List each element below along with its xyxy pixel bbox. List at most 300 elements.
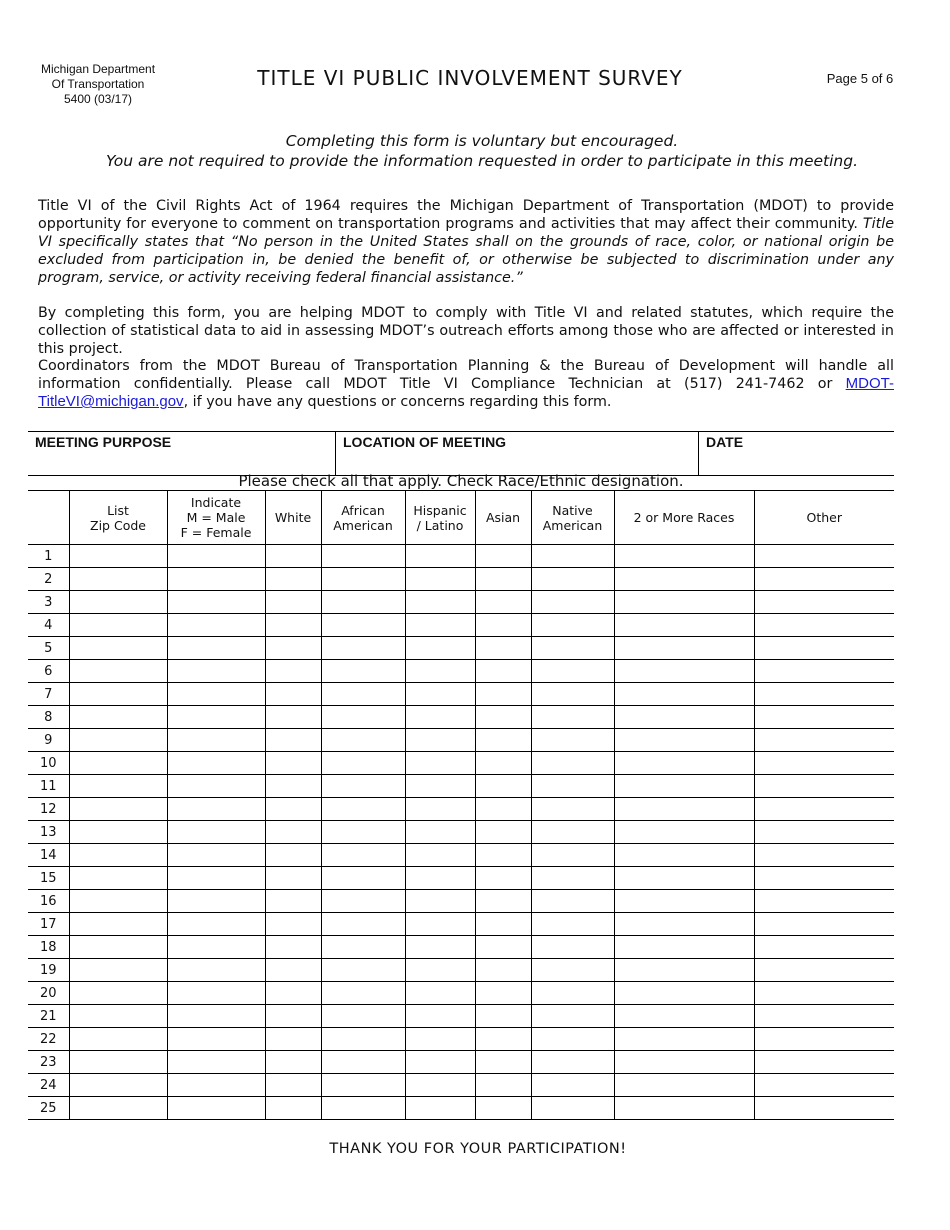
gender-cell[interactable] [167,959,265,982]
other-cell[interactable] [754,752,894,775]
native-american-cell[interactable] [531,545,614,568]
white-cell[interactable] [265,568,321,591]
white-cell[interactable] [265,660,321,683]
white-cell[interactable] [265,729,321,752]
african-american-cell[interactable] [321,752,405,775]
asian-cell[interactable] [475,660,531,683]
table-row [28,890,894,913]
gender-cell[interactable] [167,683,265,706]
asian-cell[interactable] [475,683,531,706]
hispanic-latino-cell[interactable] [405,913,475,936]
gender-cell[interactable] [167,752,265,775]
white-cell[interactable] [265,913,321,936]
meeting-purpose-field[interactable] [28,432,336,476]
hispanic-latino-cell[interactable] [405,844,475,867]
two-or-more-races-cell[interactable] [614,591,754,614]
african-american-cell[interactable] [321,844,405,867]
title-vi-paragraph [38,197,894,287]
table-row [28,729,894,752]
other-cell[interactable] [754,890,894,913]
row-number: 1 [28,545,69,568]
zip-code-cell[interactable] [69,1097,167,1120]
gender-cell[interactable] [167,821,265,844]
row-number: 12 [28,798,69,821]
white-cell[interactable] [265,752,321,775]
white-cell[interactable] [265,867,321,890]
gender-cell[interactable] [167,890,265,913]
gender-header-line2: M = Male [186,510,246,525]
asian-cell[interactable] [475,1051,531,1074]
zip-code-cell[interactable] [69,913,167,936]
african-american-cell[interactable] [321,1005,405,1028]
two-or-more-races-cell[interactable] [614,614,754,637]
hispanic-latino-cell[interactable] [405,1028,475,1051]
gender-cell[interactable] [167,1051,265,1074]
two-or-more-races-cell[interactable] [614,982,754,1005]
other-cell[interactable] [754,568,894,591]
asian-cell[interactable] [475,1005,531,1028]
other-cell[interactable] [754,1028,894,1051]
hispanic-latino-cell[interactable] [405,706,475,729]
row-number: 10 [28,752,69,775]
other-cell[interactable] [754,637,894,660]
table-row [28,936,894,959]
african-american-cell[interactable] [321,913,405,936]
native-american-cell[interactable] [531,637,614,660]
gender-header [167,491,265,545]
zip-code-cell[interactable] [69,752,167,775]
african-american-cell[interactable] [321,890,405,913]
gender-header-line1: Indicate [190,495,242,510]
hispanic-latino-cell[interactable] [405,1097,475,1120]
table-row [28,1074,894,1097]
zip-code-cell[interactable] [69,660,167,683]
row-number: 2 [28,568,69,591]
page-number: Page 5 of 6 [826,71,894,86]
hispanic-latino-cell[interactable] [405,936,475,959]
african-american-cell[interactable] [321,568,405,591]
asian-cell[interactable] [475,775,531,798]
meeting-location-label: LOCATION OF MEETING [343,434,507,450]
hispanic-latino-header [405,491,475,545]
two-or-more-races-cell[interactable] [614,913,754,936]
african-american-cell[interactable] [321,729,405,752]
form-number: 5400 (03/17) [63,92,133,106]
other-cell[interactable] [754,729,894,752]
african-american-cell[interactable] [321,798,405,821]
hispanic-latino-cell[interactable] [405,614,475,637]
hispanic-latino-cell[interactable] [405,798,475,821]
white-cell[interactable] [265,890,321,913]
contact-text-end: , if you have any questions or concerns regarding this form. [183,394,612,410]
asian-cell[interactable] [475,568,531,591]
zip-code-cell[interactable] [69,890,167,913]
african-american-cell[interactable] [321,1051,405,1074]
zip-code-cell[interactable] [69,1074,167,1097]
gender-cell[interactable] [167,591,265,614]
hispanic-latino-cell[interactable] [405,775,475,798]
white-cell[interactable] [265,614,321,637]
native-american-cell[interactable] [531,890,614,913]
gender-cell[interactable] [167,1097,265,1120]
row-number: 7 [28,683,69,706]
native-american-cell[interactable] [531,1028,614,1051]
native-american-cell[interactable] [531,959,614,982]
two-or-more-races-cell[interactable] [614,959,754,982]
other-cell[interactable] [754,591,894,614]
other-cell[interactable] [754,545,894,568]
asian-cell[interactable] [475,752,531,775]
other-header: Other [754,491,894,545]
other-cell[interactable] [754,821,894,844]
zip-code-cell[interactable] [69,568,167,591]
zip-code-cell[interactable] [69,614,167,637]
other-cell[interactable] [754,844,894,867]
meeting-date-field[interactable] [699,432,895,476]
african-american-cell[interactable] [321,545,405,568]
row-number: 9 [28,729,69,752]
native-american-cell[interactable] [531,660,614,683]
native-american-cell[interactable] [531,775,614,798]
table-row [28,660,894,683]
row-number: 3 [28,591,69,614]
white-cell[interactable] [265,821,321,844]
native-american-cell[interactable] [531,913,614,936]
native-header-line2: American [542,517,603,533]
other-cell[interactable] [754,683,894,706]
native-american-cell[interactable] [531,591,614,614]
african-american-cell[interactable] [321,1074,405,1097]
native-american-cell[interactable] [531,821,614,844]
native-american-cell[interactable] [531,936,614,959]
hispanic-latino-cell[interactable] [405,821,475,844]
agency-block [28,62,168,107]
table-row [28,568,894,591]
gender-cell[interactable] [167,867,265,890]
zip-header-line2: Zip Code [90,517,146,533]
page-title: TITLE VI PUBLIC INVOLVEMENT SURVEY [257,66,683,90]
table-row [28,821,894,844]
white-cell[interactable] [265,798,321,821]
two-or-more-races-cell[interactable] [614,545,754,568]
native-american-cell[interactable] [531,614,614,637]
gender-cell[interactable] [167,660,265,683]
gender-cell[interactable] [167,729,265,752]
meeting-date-label: DATE [706,434,744,450]
zip-code-cell[interactable] [69,1051,167,1074]
other-cell[interactable] [754,1051,894,1074]
table-header-row [28,491,894,545]
african-american-cell[interactable] [321,706,405,729]
hispanic-latino-cell[interactable] [405,1005,475,1028]
two-or-more-races-cell[interactable] [614,660,754,683]
african-american-cell[interactable] [321,867,405,890]
two-or-more-races-cell[interactable] [614,683,754,706]
asian-cell[interactable] [475,1074,531,1097]
gender-cell[interactable] [167,844,265,867]
other-cell[interactable] [754,775,894,798]
two-or-more-races-cell[interactable] [614,568,754,591]
two-or-more-races-header: 2 or More Races [614,491,754,545]
zip-code-cell[interactable] [69,591,167,614]
title-vi-quote: Title VI specifically states that “No person in the United States shall on the grounds of race, color, or national origin be excluded from participation in, be denied the benefit of, or otherwise be subjected to discrimination under any program, service, or activity receiving federal financial assistance.” [38,216,894,286]
african-american-cell[interactable] [321,821,405,844]
other-cell[interactable] [754,660,894,683]
white-cell[interactable] [265,982,321,1005]
row-number: 5 [28,637,69,660]
african-american-cell[interactable] [321,982,405,1005]
african-header-line2: American [333,517,393,533]
white-cell[interactable] [265,844,321,867]
asian-cell[interactable] [475,821,531,844]
two-or-more-races-cell[interactable] [614,1074,754,1097]
two-or-more-races-cell[interactable] [614,936,754,959]
thank-you-message: THANK YOU FOR YOUR PARTICIPATION! [329,1141,627,1157]
purpose-paragraph: By completing this form, you are helping MDOT to comply with Title VI and related statutes, which require the collection of statistical data to aid in assessing MDOT’s outreach efforts among those who are affected or interested in this project. [38,305,894,357]
white-cell[interactable] [265,1028,321,1051]
asian-cell[interactable] [475,706,531,729]
native-american-cell[interactable] [531,1074,614,1097]
african-american-cell[interactable] [321,1028,405,1051]
zip-code-cell[interactable] [69,545,167,568]
native-american-cell[interactable] [531,844,614,867]
table-row [28,1028,894,1051]
native-american-cell[interactable] [531,867,614,890]
meeting-location-field[interactable] [336,432,699,476]
african-header-line1: African [341,502,385,518]
asian-cell[interactable] [475,867,531,890]
other-cell[interactable] [754,959,894,982]
white-cell[interactable] [265,683,321,706]
zip-code-cell[interactable] [69,637,167,660]
asian-cell[interactable] [475,959,531,982]
asian-cell[interactable] [475,545,531,568]
african-american-cell[interactable] [321,683,405,706]
agency-name-line1: Michigan Department [40,62,156,76]
gender-cell[interactable] [167,614,265,637]
zip-code-cell[interactable] [69,729,167,752]
native-american-cell[interactable] [531,1005,614,1028]
two-or-more-races-cell[interactable] [614,1097,754,1120]
gender-cell[interactable] [167,706,265,729]
meeting-purpose-label: MEETING PURPOSE [35,434,172,450]
white-cell[interactable] [265,591,321,614]
gender-cell[interactable] [167,1074,265,1097]
hispanic-latino-cell[interactable] [405,867,475,890]
zip-code-cell[interactable] [69,844,167,867]
african-american-cell[interactable] [321,775,405,798]
title-vi-text: Title VI of the Civil Rights Act of 1964 requires the Michigan Department of Transportation (MDOT) to provide opportunity for everyone to comment on transportation programs and activities that may affect their community. [38,198,894,232]
hispanic-latino-cell[interactable] [405,683,475,706]
native-american-cell[interactable] [531,729,614,752]
hispanic-latino-cell[interactable] [405,982,475,1005]
african-american-cell[interactable] [321,591,405,614]
hispanic-latino-cell[interactable] [405,1074,475,1097]
asian-cell[interactable] [475,936,531,959]
two-or-more-races-cell[interactable] [614,821,754,844]
gender-cell[interactable] [167,1028,265,1051]
white-cell[interactable] [265,1005,321,1028]
native-american-cell[interactable] [531,568,614,591]
row-number: 6 [28,660,69,683]
table-row [28,775,894,798]
african-american-cell[interactable] [321,959,405,982]
native-american-cell[interactable] [531,706,614,729]
african-american-cell[interactable] [321,637,405,660]
gender-cell[interactable] [167,637,265,660]
other-cell[interactable] [754,1097,894,1120]
hispanic-latino-cell[interactable] [405,1051,475,1074]
row-number: 4 [28,614,69,637]
gender-header-line3: F = Female [180,525,252,540]
white-header: White [265,491,321,545]
asian-cell[interactable] [475,591,531,614]
gender-cell[interactable] [167,913,265,936]
hispanic-latino-cell[interactable] [405,568,475,591]
zip-code-cell[interactable] [69,959,167,982]
hispanic-latino-cell[interactable] [405,591,475,614]
zip-code-cell[interactable] [69,1005,167,1028]
african-american-header [321,491,405,545]
asian-cell[interactable] [475,890,531,913]
gender-cell[interactable] [167,1005,265,1028]
hispanic-latino-cell[interactable] [405,959,475,982]
row-number: 11 [28,775,69,798]
two-or-more-races-cell[interactable] [614,706,754,729]
native-american-cell[interactable] [531,1051,614,1074]
gender-cell[interactable] [167,545,265,568]
other-cell[interactable] [754,614,894,637]
two-or-more-races-cell[interactable] [614,775,754,798]
hispanic-latino-cell[interactable] [405,660,475,683]
row-number: 16 [28,890,69,913]
two-or-more-races-cell[interactable] [614,752,754,775]
asian-cell[interactable] [475,798,531,821]
white-cell[interactable] [265,637,321,660]
zip-code-cell[interactable] [69,683,167,706]
meeting-info-table [28,431,894,476]
zip-code-header [69,491,167,545]
other-cell[interactable] [754,706,894,729]
native-american-header [531,491,614,545]
two-or-more-races-cell[interactable] [614,890,754,913]
other-cell[interactable] [754,798,894,821]
row-number: 18 [28,936,69,959]
white-cell[interactable] [265,775,321,798]
asian-header: Asian [475,491,531,545]
white-cell[interactable] [265,545,321,568]
other-cell[interactable] [754,913,894,936]
asian-cell[interactable] [475,913,531,936]
contact-paragraph [38,357,894,411]
two-or-more-races-cell[interactable] [614,1005,754,1028]
other-cell[interactable] [754,1005,894,1028]
zip-code-cell[interactable] [69,706,167,729]
table-row [28,798,894,821]
other-cell[interactable] [754,1074,894,1097]
two-or-more-races-cell[interactable] [614,637,754,660]
zip-code-cell[interactable] [69,1028,167,1051]
native-american-cell[interactable] [531,798,614,821]
gender-cell[interactable] [167,568,265,591]
hispanic-header-line2: / Latino [416,517,464,533]
asian-cell[interactable] [475,729,531,752]
african-american-cell[interactable] [321,660,405,683]
white-cell[interactable] [265,936,321,959]
zip-code-cell[interactable] [69,867,167,890]
two-or-more-races-cell[interactable] [614,844,754,867]
row-number: 13 [28,821,69,844]
hispanic-latino-cell[interactable] [405,752,475,775]
zip-code-cell[interactable] [69,798,167,821]
table-row [28,637,894,660]
two-or-more-races-cell[interactable] [614,729,754,752]
other-cell[interactable] [754,982,894,1005]
asian-cell[interactable] [475,614,531,637]
asian-cell[interactable] [475,844,531,867]
white-cell[interactable] [265,959,321,982]
gender-cell[interactable] [167,982,265,1005]
two-or-more-races-cell[interactable] [614,1051,754,1074]
native-american-cell[interactable] [531,1097,614,1120]
white-cell[interactable] [265,1074,321,1097]
email-link[interactable]: MDOT-TitleVI@michigan.gov [38,375,894,410]
white-cell[interactable] [265,1097,321,1120]
white-cell[interactable] [265,1051,321,1074]
row-number: 14 [28,844,69,867]
native-american-cell[interactable] [531,982,614,1005]
asian-cell[interactable] [475,1097,531,1120]
table-row [28,913,894,936]
two-or-more-races-cell[interactable] [614,1028,754,1051]
native-american-cell[interactable] [531,683,614,706]
white-cell[interactable] [265,706,321,729]
african-american-cell[interactable] [321,614,405,637]
african-american-cell[interactable] [321,1097,405,1120]
native-header-line1: Native [552,502,593,518]
voluntary-notice [38,131,926,171]
gender-cell[interactable] [167,936,265,959]
row-number: 21 [28,1005,69,1028]
voluntary-line1: Completing this form is voluntary but encouraged. [285,132,679,150]
asian-cell[interactable] [475,1028,531,1051]
other-cell[interactable] [754,867,894,890]
two-or-more-races-cell[interactable] [614,798,754,821]
gender-cell[interactable] [167,775,265,798]
two-or-more-races-cell[interactable] [614,867,754,890]
contact-text: Coordinators from the MDOT Bureau of Transportation Planning & the Bureau of Development will handle all information confidentially. Please call MDOT Title VI Compliance Technician at (517) 241-7462 or [38,358,894,392]
native-american-cell[interactable] [531,752,614,775]
row-number: 24 [28,1074,69,1097]
other-cell[interactable] [754,936,894,959]
hispanic-latino-cell[interactable] [405,729,475,752]
zip-code-cell[interactable] [69,936,167,959]
hispanic-latino-cell[interactable] [405,545,475,568]
table-row [28,614,894,637]
hispanic-latino-cell[interactable] [405,637,475,660]
asian-cell[interactable] [475,982,531,1005]
table-row [28,867,894,890]
gender-cell[interactable] [167,798,265,821]
hispanic-latino-cell[interactable] [405,890,475,913]
zip-code-cell[interactable] [69,821,167,844]
row-number: 25 [28,1097,69,1120]
zip-code-cell[interactable] [69,775,167,798]
african-american-cell[interactable] [321,936,405,959]
asian-cell[interactable] [475,637,531,660]
table-row [28,982,894,1005]
zip-code-cell[interactable] [69,982,167,1005]
